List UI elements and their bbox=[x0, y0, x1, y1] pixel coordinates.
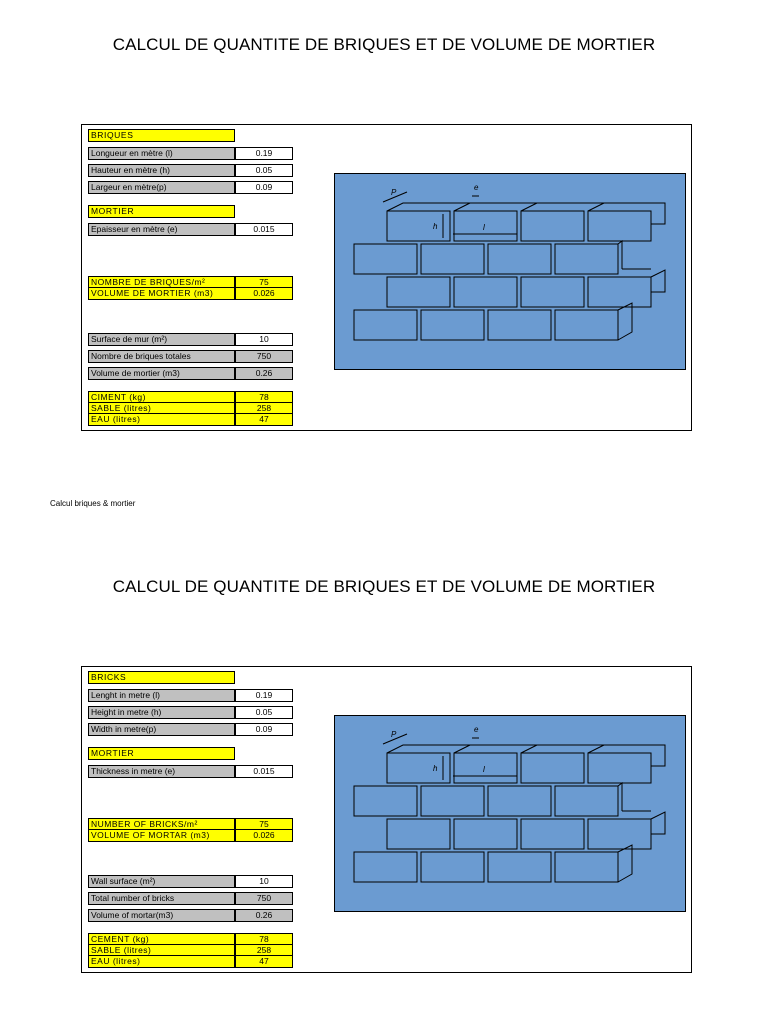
cement-label: CIMENT (kg) bbox=[88, 391, 235, 403]
total-bricks-value: 750 bbox=[235, 350, 293, 363]
width-input[interactable]: 0.09 bbox=[235, 723, 293, 736]
height-label: Hauteur en mètre (h) bbox=[88, 164, 235, 177]
brick-wall-svg bbox=[335, 716, 687, 913]
page-title-2: CALCUL DE QUANTITE DE BRIQUES ET DE VOLUME DE MORTIER bbox=[112, 577, 656, 596]
depth-marker: P bbox=[391, 188, 397, 197]
total-bricks-label: Nombre de briques totales bbox=[88, 350, 235, 363]
brick-wall-svg bbox=[335, 174, 687, 371]
sand-value: 258 bbox=[235, 944, 293, 956]
bricks-per-m2-label: NUMBER OF BRICKS/m² bbox=[88, 818, 235, 830]
length-marker: l bbox=[483, 223, 485, 232]
total-mortar-value: 0.26 bbox=[235, 909, 293, 922]
mortar-volume-value: 0.026 bbox=[235, 287, 293, 300]
total-mortar-label: Volume of mortar(m3) bbox=[88, 909, 235, 922]
cement-value: 78 bbox=[235, 391, 293, 403]
bricks-per-m2-label: NOMBRE DE BRIQUES/m² bbox=[88, 276, 235, 288]
footer-caption: Calcul briques & mortier bbox=[50, 499, 136, 508]
wall-surface-label: Surface de mur (m²) bbox=[88, 333, 235, 346]
joint-marker: e bbox=[474, 725, 479, 734]
sand-label: SABLE (litres) bbox=[88, 402, 235, 414]
water-label: EAU (litres) bbox=[88, 955, 235, 968]
thickness-input[interactable]: 0.015 bbox=[235, 765, 293, 778]
joint-marker: e bbox=[474, 183, 479, 192]
calculator-panel-2 bbox=[81, 666, 692, 973]
thickness-label: Thickness in metre (e) bbox=[88, 765, 235, 778]
mortar-volume-label: VOLUME DE MORTIER (m3) bbox=[88, 287, 235, 300]
height-marker: h bbox=[433, 222, 438, 231]
mortar-header: MORTIER bbox=[88, 205, 235, 218]
width-label: Largeur en mètre(p) bbox=[88, 181, 235, 194]
cement-value: 78 bbox=[235, 933, 293, 945]
mortar-volume-label: VOLUME OF MORTAR (m3) bbox=[88, 829, 235, 842]
thickness-input[interactable]: 0.015 bbox=[235, 223, 293, 236]
water-value: 47 bbox=[235, 413, 293, 426]
thickness-label: Epaisseur en mètre (e) bbox=[88, 223, 235, 236]
wall-surface-input[interactable]: 10 bbox=[235, 333, 293, 346]
brick-wall-diagram bbox=[334, 715, 686, 912]
total-bricks-label: Total number of bricks bbox=[88, 892, 235, 905]
calculator-panel bbox=[81, 124, 692, 431]
wall-surface-label: Wall surface (m²) bbox=[88, 875, 235, 888]
length-label: Longueur en mètre (l) bbox=[88, 147, 235, 160]
mortar-header: MORTIER bbox=[88, 747, 235, 760]
length-marker: l bbox=[483, 765, 485, 774]
length-label: Lenght in metre (l) bbox=[88, 689, 235, 702]
height-input[interactable]: 0.05 bbox=[235, 706, 293, 719]
bricks-header: BRICKS bbox=[88, 671, 235, 684]
water-label: EAU (litres) bbox=[88, 413, 235, 426]
height-marker: h bbox=[433, 764, 438, 773]
total-bricks-value: 750 bbox=[235, 892, 293, 905]
mortar-volume-value: 0.026 bbox=[235, 829, 293, 842]
width-label: Width in metre(p) bbox=[88, 723, 235, 736]
height-label: Height in metre (h) bbox=[88, 706, 235, 719]
width-input[interactable]: 0.09 bbox=[235, 181, 293, 194]
page-title: CALCUL DE QUANTITE DE BRIQUES ET DE VOLUME DE MORTIER bbox=[112, 35, 656, 54]
depth-marker: P bbox=[391, 730, 397, 739]
total-mortar-value: 0.26 bbox=[235, 367, 293, 380]
brick-wall-diagram bbox=[334, 173, 686, 370]
sand-label: SABLE (litres) bbox=[88, 944, 235, 956]
length-input[interactable]: 0.19 bbox=[235, 147, 293, 160]
bricks-per-m2-value: 75 bbox=[235, 818, 293, 830]
length-input[interactable]: 0.19 bbox=[235, 689, 293, 702]
bricks-per-m2-value: 75 bbox=[235, 276, 293, 288]
cement-label: CEMENT (kg) bbox=[88, 933, 235, 945]
water-value: 47 bbox=[235, 955, 293, 968]
bricks-header: BRIQUES bbox=[88, 129, 235, 142]
wall-surface-input[interactable]: 10 bbox=[235, 875, 293, 888]
height-input[interactable]: 0.05 bbox=[235, 164, 293, 177]
sand-value: 258 bbox=[235, 402, 293, 414]
total-mortar-label: Volume de mortier (m3) bbox=[88, 367, 235, 380]
